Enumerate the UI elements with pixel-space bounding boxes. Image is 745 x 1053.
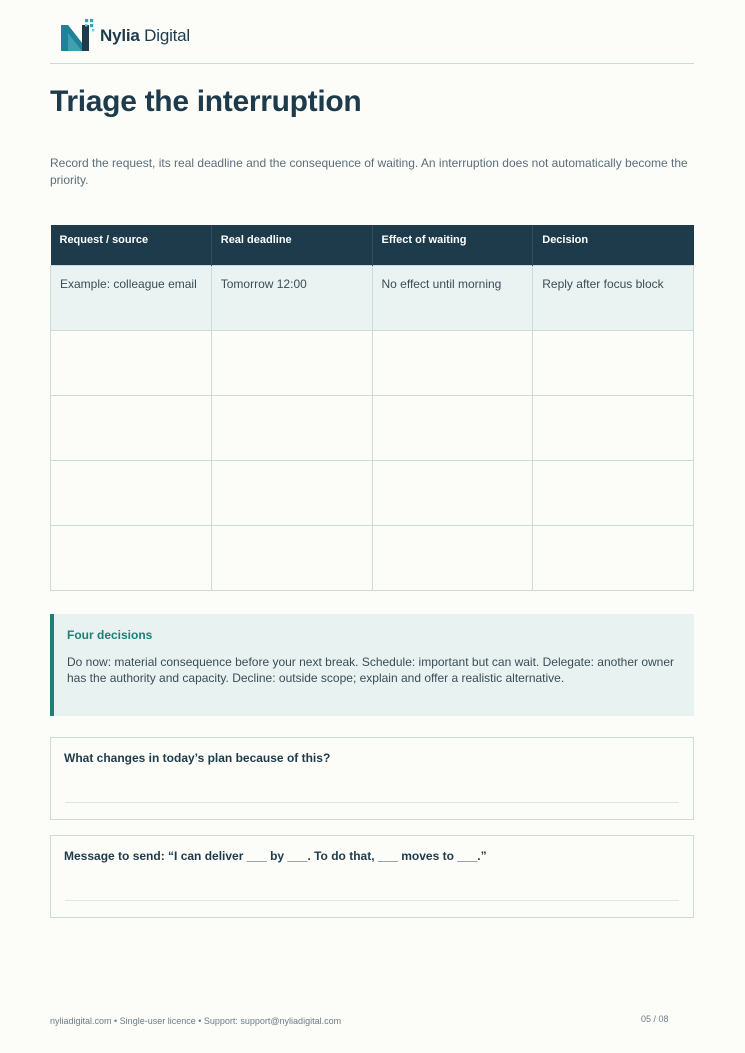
table-cell-blank[interactable] [51, 460, 212, 525]
answer-line[interactable] [65, 900, 679, 901]
callout-body: Do now: material consequence before your next break. Schedule: important but can wait. Delegate: another owner has the authority and capacity. Decline: outside scope; explain and offer a realistic alternative. [67, 655, 675, 685]
nylia-logo-mark-icon [58, 17, 96, 55]
table-cell-blank[interactable] [372, 330, 533, 395]
table-cell: Example: colleague email [51, 265, 212, 330]
footer-info: nyliadigital.com • Single-user licence • Support: support@nyliadigital.com [50, 1016, 342, 1026]
table-row [51, 395, 694, 460]
table-row-example [51, 265, 694, 330]
table-cell-blank[interactable] [211, 395, 372, 460]
table-cell-blank[interactable] [533, 330, 694, 395]
table-cell: No effect until morning [372, 265, 533, 330]
column-header-deadline: Real deadline [211, 225, 372, 265]
table-cell: Reply after focus block [533, 265, 694, 330]
table-cell-blank[interactable] [51, 395, 212, 460]
table-cell-blank[interactable] [51, 525, 212, 590]
intro-text: Record the request, its real deadline and the consequence of waiting. An interruption does not automatically become the priority. [50, 156, 688, 187]
prompt-question: What changes in today’s plan because of this? [64, 751, 331, 765]
table-row [51, 460, 694, 525]
plan-change-prompt [50, 737, 694, 820]
triage-table [50, 225, 694, 591]
table-cell-blank[interactable] [533, 395, 694, 460]
brand-name [100, 26, 190, 46]
table-cell-blank[interactable] [211, 460, 372, 525]
prompt-question: Message to send: “I can deliver ___ by ___. To do that, ___ moves to ___.” [64, 849, 487, 863]
answer-line[interactable] [65, 802, 679, 803]
table-header-row [51, 225, 694, 265]
table-cell-blank[interactable] [211, 330, 372, 395]
brand-name-bold: Nylia [100, 26, 140, 45]
column-header-decision: Decision [533, 225, 694, 265]
brand-logo [58, 16, 190, 56]
four-decisions-callout [50, 614, 694, 716]
table-cell-blank[interactable] [372, 395, 533, 460]
table-cell-blank[interactable] [211, 525, 372, 590]
table-cell-blank[interactable] [533, 460, 694, 525]
message-template-prompt [50, 835, 694, 918]
table-cell-blank[interactable] [372, 525, 533, 590]
table-cell-blank[interactable] [51, 330, 212, 395]
column-header-request: Request / source [51, 225, 212, 265]
column-header-effect: Effect of waiting [372, 225, 533, 265]
page-title: Triage the interruption [50, 85, 362, 118]
table-row [51, 330, 694, 395]
callout-title: Four decisions [67, 628, 153, 642]
page-number: 05 / 08 [641, 1014, 669, 1024]
brand-name-light: Digital [139, 26, 191, 45]
table-row [51, 525, 694, 590]
page-header [50, 14, 694, 64]
table-cell: Tomorrow 12:00 [211, 265, 372, 330]
table-cell-blank[interactable] [533, 525, 694, 590]
table-cell-blank[interactable] [372, 460, 533, 525]
